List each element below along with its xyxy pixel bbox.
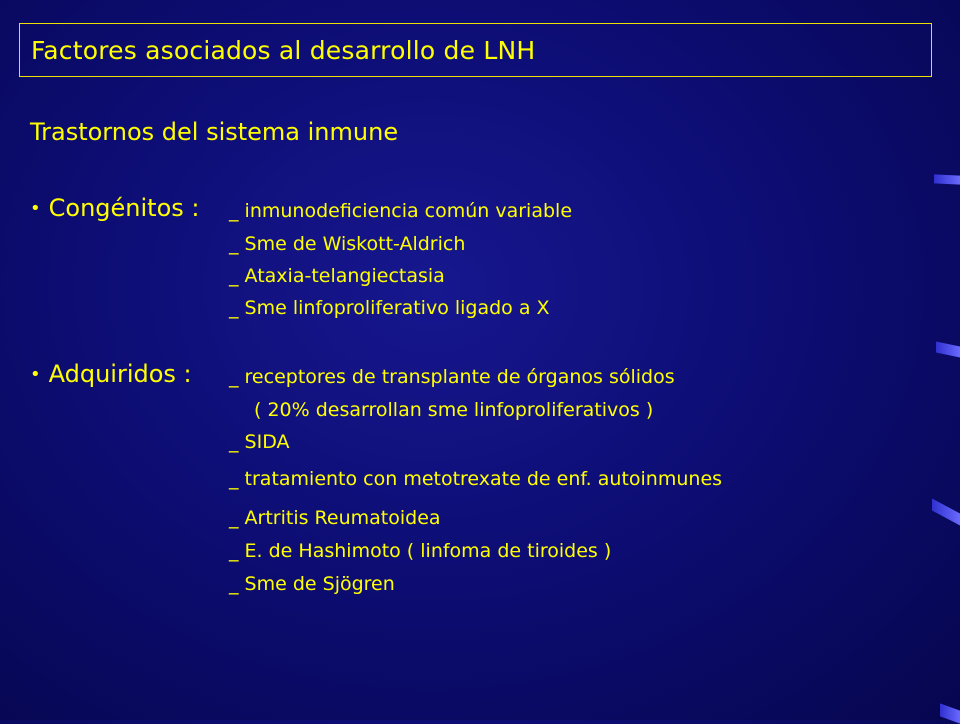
decorative-stripe: [936, 341, 960, 357]
list-item: _ Sme de Sjögren: [229, 573, 395, 595]
group-label: Congénitos :: [48, 194, 200, 222]
list-item: _ Ataxia-telangiectasia: [229, 265, 445, 287]
decorative-stripe: [940, 703, 960, 723]
list-item: _ Artritis Reumatoidea: [229, 507, 441, 529]
list-item: ( 20% desarrollan sme linfoproliferativos ): [254, 399, 654, 421]
list-item: _ E. de Hashimoto ( linfoma de tiroides ): [229, 540, 612, 562]
list-item: _ Sme de Wiskott-Aldrich: [229, 233, 466, 255]
list-item: _ receptores de transplante de órganos sólidos: [229, 366, 675, 388]
list-item: _ inmunodeficiencia común variable: [229, 200, 573, 222]
slide-subtitle: Trastornos del sistema inmune: [30, 118, 399, 146]
group-label: Adquiridos :: [48, 360, 192, 388]
decorative-stripe: [932, 499, 960, 526]
bullet-icon: •: [30, 364, 41, 385]
group-congenitos-heading: [30, 194, 199, 222]
list-item: _ Sme linfoproliferativo ligado a X: [229, 297, 550, 319]
list-item: _ tratamiento con metotrexate de enf. autoinmunes: [229, 468, 723, 490]
title-box: [19, 23, 932, 77]
group-adquiridos-heading: [30, 360, 192, 388]
slide-title: Factores asociados al desarrollo de LNH: [31, 36, 536, 65]
list-item: _ SIDA: [229, 431, 290, 453]
bullet-icon: •: [30, 198, 41, 219]
decorative-stripe: [934, 174, 960, 184]
